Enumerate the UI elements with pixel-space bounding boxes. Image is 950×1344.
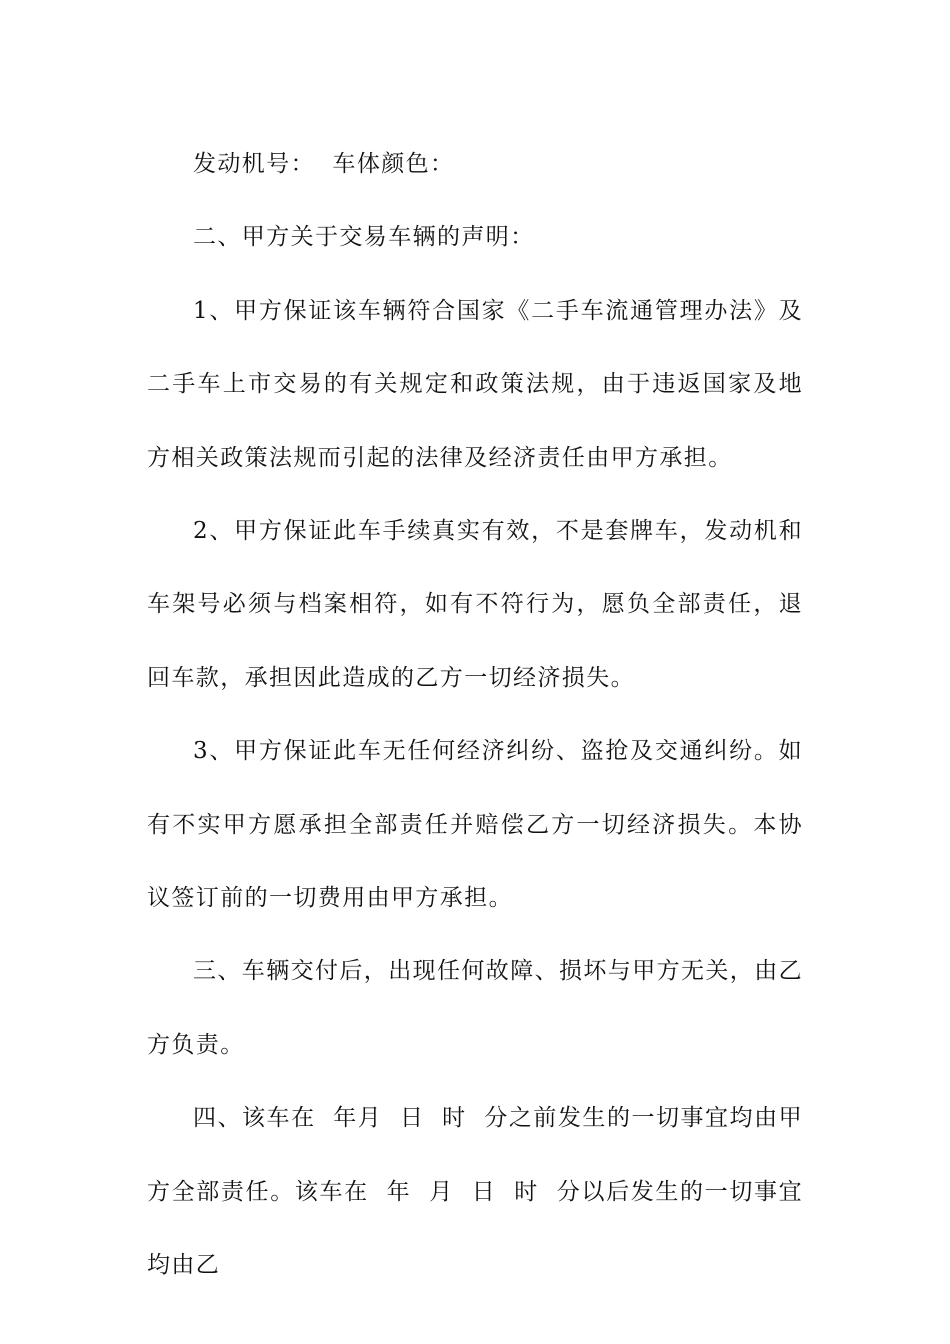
paragraph-section-3: 三、车辆交付后，出现任何故障、损坏与甲方无关，由乙方负责。 [147,958,803,1058]
paragraph-clause-2: 2、甲方保证此车手续真实有效，不是套牌车，发动机和车架号必须与档案相符，如有不符行为，愿负全部责任，退回车款，承担因此造成的乙方一切经济损失。 [147,518,803,691]
paragraph-clause-1: 1、甲方保证该车辆符合国家《二手车流通管理办法》及二手车上市交易的有关规定和政策法规，由于违返国家及地方相关政策法规而引起的法律及经济责任由甲方承担。 [147,297,803,471]
document-body [147,128,803,1303]
paragraph-section-4: 四、该车在 年月 日 时 分之前发生的一切事宜均由甲方全部责任。该车在 年 月 日 时 分以后发生的一切事宜均由乙 [147,1105,803,1279]
paragraph-clause-3: 3、甲方保证此车无任何经济纠纷、盗抢及交通纠纷。如有不实甲方愿承担全部责任并赔偿乙方一切经济损失。本协议签订前的一切费用由甲方承担。 [147,738,803,912]
paragraph-section-2-heading: 二、甲方关于交易车辆的声明： [193,224,535,251]
paragraph-engine-color: 发动机号： 车体颜色： [193,151,455,177]
